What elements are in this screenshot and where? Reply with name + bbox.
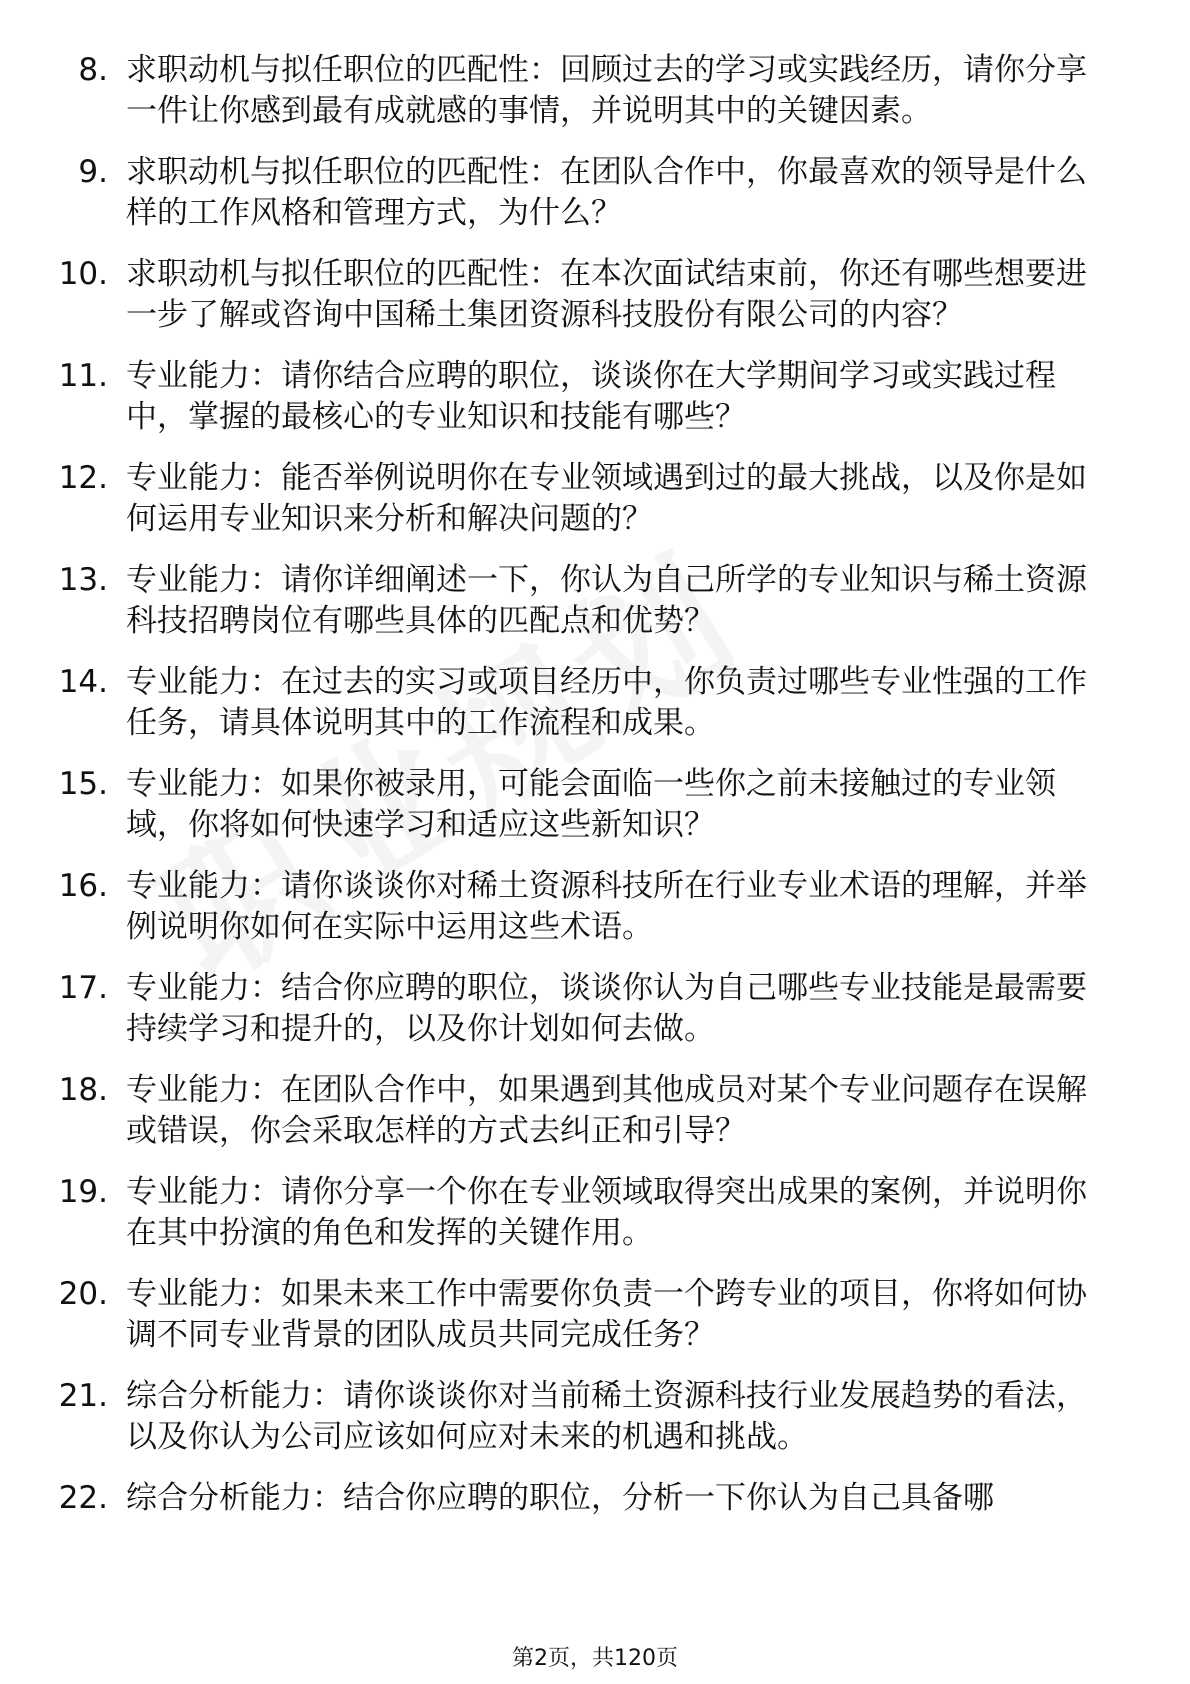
question-number: 18. [58,1072,108,1108]
question-text: 专业能力：请你谈谈你对稀土资源科技所在行业专业术语的理解，并举例说明你如何在实际中运用这些术语。 [126,868,1087,945]
list-item [0,866,1190,948]
list-item [0,1376,1190,1458]
question-text: 专业能力：请你结合应聘的职位，谈谈你在大学期间学习或实践过程中，掌握的最核心的专业知识和技能有哪些？ [126,358,1056,435]
list-item [0,1478,1190,1519]
list-item [0,560,1190,642]
question-text: 专业能力：如果未来工作中需要你负责一个跨专业的项目，你将如何协调不同专业背景的团队成员共同完成任务？ [126,1276,1087,1353]
question-number: 15. [58,766,108,802]
question-text: 专业能力：在过去的实习或项目经历中，你负责过哪些专业性强的工作任务，请具体说明其中的工作流程和成果。 [126,664,1087,741]
list-item [0,764,1190,846]
question-number: 20. [58,1276,108,1312]
list-item [0,1070,1190,1152]
question-text: 求职动机与拟任职位的匹配性：在团队合作中，你最喜欢的领导是什么样的工作风格和管理方式，为什么？ [126,154,1087,231]
question-list [0,50,1190,1539]
question-text: 综合分析能力：请你谈谈你对当前稀土资源科技行业发展趋势的看法，以及你认为公司应该如何应对未来的机遇和挑战。 [126,1378,1087,1455]
list-item [0,152,1190,234]
list-item [0,1274,1190,1356]
list-item [0,1172,1190,1254]
question-number: 8. [78,52,108,88]
question-text: 专业能力：请你分享一个你在专业领域取得突出成果的案例，并说明你在其中扮演的角色和发挥的关键作用。 [126,1174,1087,1251]
list-item [0,254,1190,336]
list-item [0,50,1190,132]
question-number: 9. [78,154,108,190]
question-number: 22. [58,1480,108,1516]
question-number: 11. [58,358,108,394]
question-text: 专业能力：能否举例说明你在专业领域遇到过的最大挑战，以及你是如何运用专业知识来分析和解决问题的？ [126,460,1087,537]
question-number: 16. [58,868,108,904]
question-number: 19. [58,1174,108,1210]
list-item [0,458,1190,540]
question-number: 12. [58,460,108,496]
question-number: 14. [58,664,108,700]
question-number: 17. [58,970,108,1006]
question-text: 求职动机与拟任职位的匹配性：回顾过去的学习或实践经历，请你分享一件让你感到最有成就感的事情，并说明其中的关键因素。 [126,52,1087,129]
question-text: 求职动机与拟任职位的匹配性：在本次面试结束前，你还有哪些想要进一步了解或咨询中国稀土集团资源科技股份有限公司的内容？ [126,256,1087,333]
question-text: 专业能力：请你详细阐述一下，你认为自己所学的专业知识与稀土资源科技招聘岗位有哪些具体的匹配点和优势？ [126,562,1087,639]
question-text: 专业能力：结合你应聘的职位，谈谈你认为自己哪些专业技能是最需要持续学习和提升的，以及你计划如何去做。 [126,970,1087,1047]
page-footer: 第2页，共120页 [512,1646,678,1671]
question-number: 21. [58,1378,108,1414]
question-text: 专业能力：在团队合作中，如果遇到其他成员对某个专业问题存在误解或错误，你会采取怎样的方式去纠正和引导？ [126,1072,1087,1149]
list-item [0,968,1190,1050]
question-number: 13. [58,562,108,598]
question-text: 专业能力：如果你被录用，可能会面临一些你之前未接触过的专业领域，你将如何快速学习和适应这些新知识？ [126,766,1056,843]
question-number: 10. [58,256,108,292]
list-item [0,356,1190,438]
list-item [0,662,1190,744]
question-text: 综合分析能力：结合你应聘的职位，分析一下你认为自己具备哪 [126,1480,994,1516]
